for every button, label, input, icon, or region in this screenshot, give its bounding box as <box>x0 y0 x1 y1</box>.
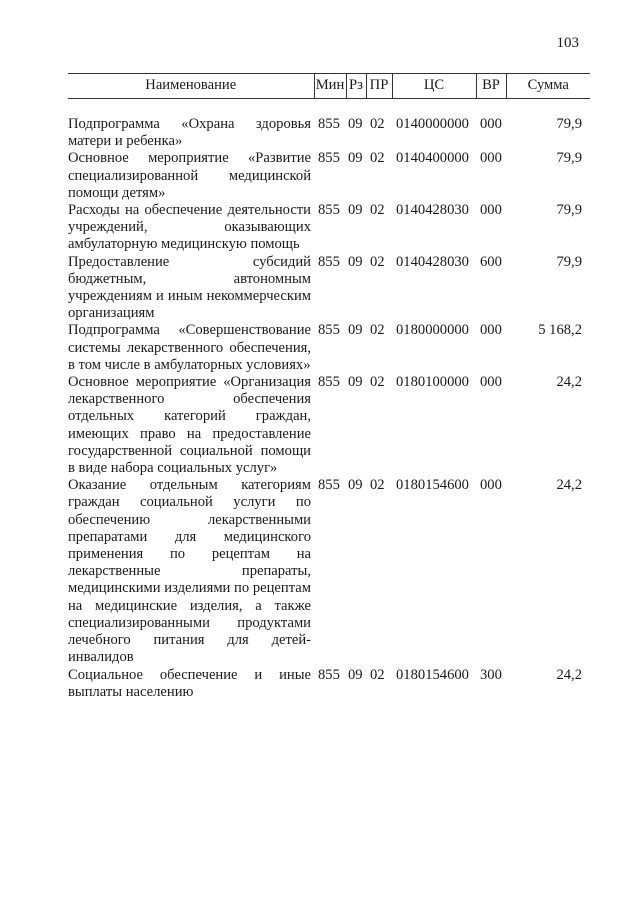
row-vr: 000 <box>480 202 502 219</box>
row-pr: 02 <box>370 477 385 494</box>
header-min: Мин <box>314 74 346 99</box>
row-min: 855 <box>318 477 340 494</box>
row-pr: 02 <box>370 666 385 683</box>
row-rz: 09 <box>348 477 363 494</box>
table-row <box>68 254 590 323</box>
row-min: 855 <box>318 374 340 391</box>
row-cs: 0180154600 <box>396 477 469 494</box>
row-min: 855 <box>318 666 340 683</box>
table-row <box>68 374 590 477</box>
header-cs: ЦС <box>392 74 476 99</box>
row-vr: 000 <box>480 477 502 494</box>
row-name: Подпрограмма «Охрана здоровья матери и ребенка» <box>68 116 311 150</box>
table-row <box>68 322 590 374</box>
row-sum: 79,9 <box>556 116 582 132</box>
page-number: 103 <box>556 35 579 51</box>
row-name: Основное мероприятие «Развитие специализированной медицинской помощи детям» <box>68 150 311 201</box>
row-vr: 000 <box>480 374 502 391</box>
row-cs: 0180100000 <box>396 374 469 391</box>
row-name: Подпрограмма «Совершенствование системы лекарственного обеспечения, в том числе в амбулаторных условиях» <box>68 322 311 373</box>
table-header-row <box>68 74 590 99</box>
row-min: 855 <box>318 253 340 270</box>
table-row <box>68 150 590 202</box>
row-sum: 24,2 <box>556 477 582 494</box>
table-row <box>68 202 590 254</box>
row-vr: 000 <box>480 150 502 167</box>
row-cs: 0140428030 <box>396 253 469 270</box>
row-sum: 79,9 <box>556 150 582 167</box>
row-cs: 0140428030 <box>396 202 469 219</box>
row-pr: 02 <box>370 116 385 132</box>
row-name: Социальное обеспечение и иные выплаты населению <box>68 666 311 700</box>
row-sum: 79,9 <box>556 253 582 270</box>
row-sum: 79,9 <box>556 202 582 219</box>
budget-table <box>68 73 590 701</box>
row-vr: 000 <box>480 116 502 132</box>
header-pr: ПР <box>366 74 392 99</box>
row-sum: 24,2 <box>556 666 582 683</box>
row-cs: 0140000000 <box>396 116 469 132</box>
row-min: 855 <box>318 322 340 339</box>
row-vr: 600 <box>480 253 502 270</box>
header-rz: Рз <box>346 74 366 99</box>
table-row <box>68 667 590 701</box>
row-rz: 09 <box>348 666 363 683</box>
row-min: 855 <box>318 202 340 219</box>
header-name: Наименование <box>68 74 314 99</box>
row-min: 855 <box>318 116 340 132</box>
row-vr: 000 <box>480 322 502 339</box>
row-rz: 09 <box>348 116 363 132</box>
row-rz: 09 <box>348 253 363 270</box>
row-name: Оказание отдельным категориям граждан социальной услуги по обеспечению лекарственными препаратами для медицинского применения по рецептам на лекарственные препараты, медицинскими изделиями по рецептам на медицинские изделия, а также специализированными продуктами лечебного питания для детей-инвалидов <box>68 477 311 666</box>
row-sum: 5 168,2 <box>538 322 582 339</box>
row-pr: 02 <box>370 374 385 391</box>
row-cs: 0180154600 <box>396 666 469 683</box>
row-cs: 0180000000 <box>396 322 469 339</box>
row-vr: 300 <box>480 666 502 683</box>
row-rz: 09 <box>348 150 363 167</box>
row-sum: 24,2 <box>556 374 582 391</box>
row-name: Основное мероприятие «Организация лекарственного обеспечения отдельных категорий граждан, имеющих право на предоставление государственной социальной помощи в виде набора социальных услуг» <box>68 374 311 477</box>
row-min: 855 <box>318 150 340 167</box>
row-rz: 09 <box>348 374 363 391</box>
table-row <box>68 477 590 666</box>
header-sum: Сумма <box>506 74 590 99</box>
spacer-row <box>68 99 590 117</box>
row-pr: 02 <box>370 322 385 339</box>
row-name: Расходы на обеспечение деятельности учреждений, оказывающих амбулаторную медицинскую помощь <box>68 202 311 253</box>
header-vr: ВР <box>476 74 506 99</box>
row-cs: 0140400000 <box>396 150 469 167</box>
row-rz: 09 <box>348 202 363 219</box>
row-pr: 02 <box>370 202 385 219</box>
row-rz: 09 <box>348 322 363 339</box>
row-pr: 02 <box>370 253 385 270</box>
row-name: Предоставление субсидий бюджетным, автономным учреждениям и иным некоммерческим организациям <box>68 253 311 322</box>
row-pr: 02 <box>370 150 385 167</box>
table-row <box>68 116 590 150</box>
